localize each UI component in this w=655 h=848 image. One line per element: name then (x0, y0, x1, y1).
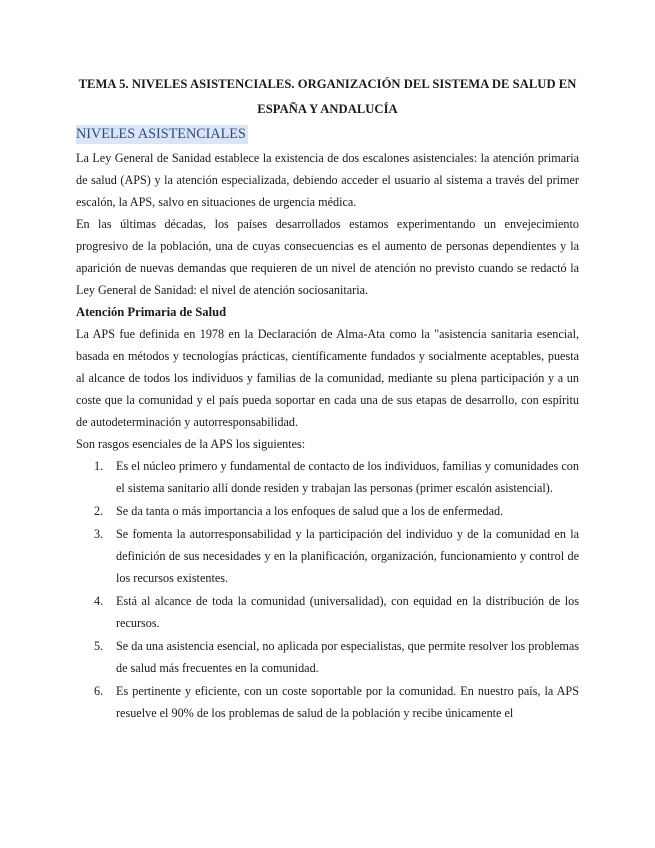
document-page (76, 72, 579, 725)
paragraph-alma-ata: La APS fue definida en 1978 en la Declaración de Alma-Ata como la "asistencia sanitaria esencial, basada en métodos y tecnologías prácticas, científicamente fundados y socialmente aceptables, puesta al alcance de todos los individuos y familias de la comunidad, mediante su plena participación y a un coste que la comunidad y el país pueda soportar en cada una de sus etapas de desarrollo, con espíritu de autodeterminación y autorresponsabilidad. (76, 327, 579, 429)
section-heading: NIVELES ASISTENCIALES (76, 126, 246, 142)
list-item-text: Es pertinente y eficiente, con un coste soportable por la comunidad. En nuestro país, la APS resuelve el 90% de los problemas de salud de la población y recibe únicamente el (116, 684, 579, 720)
paragraph-ley-general: La Ley General de Sanidad establece la existencia de dos escalones asistenciales: la atención primaria de salud (APS) y la atención especializada, debiendo acceder el usuario al sistema a través del primer escalón, la APS, salvo en situaciones de urgencia médica. (76, 151, 579, 209)
rasgos-list (76, 455, 579, 724)
list-item-text: Es el núcleo primero y fundamental de contacto de los individuos, familias y comunidades con el sistema sanitario allí donde residen y trabajan las personas (primer escalón asistencial). (116, 459, 579, 495)
list-item (76, 455, 579, 499)
list-item (76, 523, 579, 589)
subheading-aps: Atención Primaria de Salud (76, 305, 227, 319)
list-item-text: Se da una asistencia esencial, no aplicada por especialistas, que permite resolver los problemas de salud más frecuentes en la comunidad. (116, 639, 579, 675)
list-item (76, 680, 579, 724)
list-item-text: Está al alcance de toda la comunidad (universalidad), con equidad en la distribución de los recursos. (116, 594, 579, 630)
list-item-text: Se da tanta o más importancia a los enfoques de salud que a los de enfermedad. (116, 504, 504, 518)
list-item-number: 6. (94, 684, 104, 698)
list-item-number: 1. (94, 459, 104, 473)
list-item-text: Se fomenta la autorresponsabilidad y la participación del individuo y de la comunidad en la definición de sus necesidades y en la planificación, organización, funcionamiento y control de los recursos existentes. (116, 527, 579, 585)
list-item-number: 3. (94, 527, 104, 541)
list-item-number: 5. (94, 639, 104, 653)
paragraph-envejecimiento: En las últimas décadas, los países desarrollados estamos experimentando un envejecimiento progresivo de la población, una de cuyas consecuencias es el aumento de personas dependientes y la aparición de nuevas demandas que requieren de un nivel de atención no previsto cuando se redactó la Ley General de Sanidad: el nivel de atención sociosanitaria. (76, 217, 579, 297)
list-item (76, 500, 579, 522)
list-item (76, 590, 579, 634)
list-item-number: 4. (94, 594, 104, 608)
list-item-number: 2. (94, 504, 104, 518)
paragraph-rasgos-intro: Son rasgos esenciales de la APS los siguientes: (76, 437, 306, 451)
list-item (76, 635, 579, 679)
document-title: TEMA 5. NIVELES ASISTENCIALES. ORGANIZACIÓN DEL SISTEMA DE SALUD EN ESPAÑA Y ANDALUCÍA (78, 77, 577, 116)
